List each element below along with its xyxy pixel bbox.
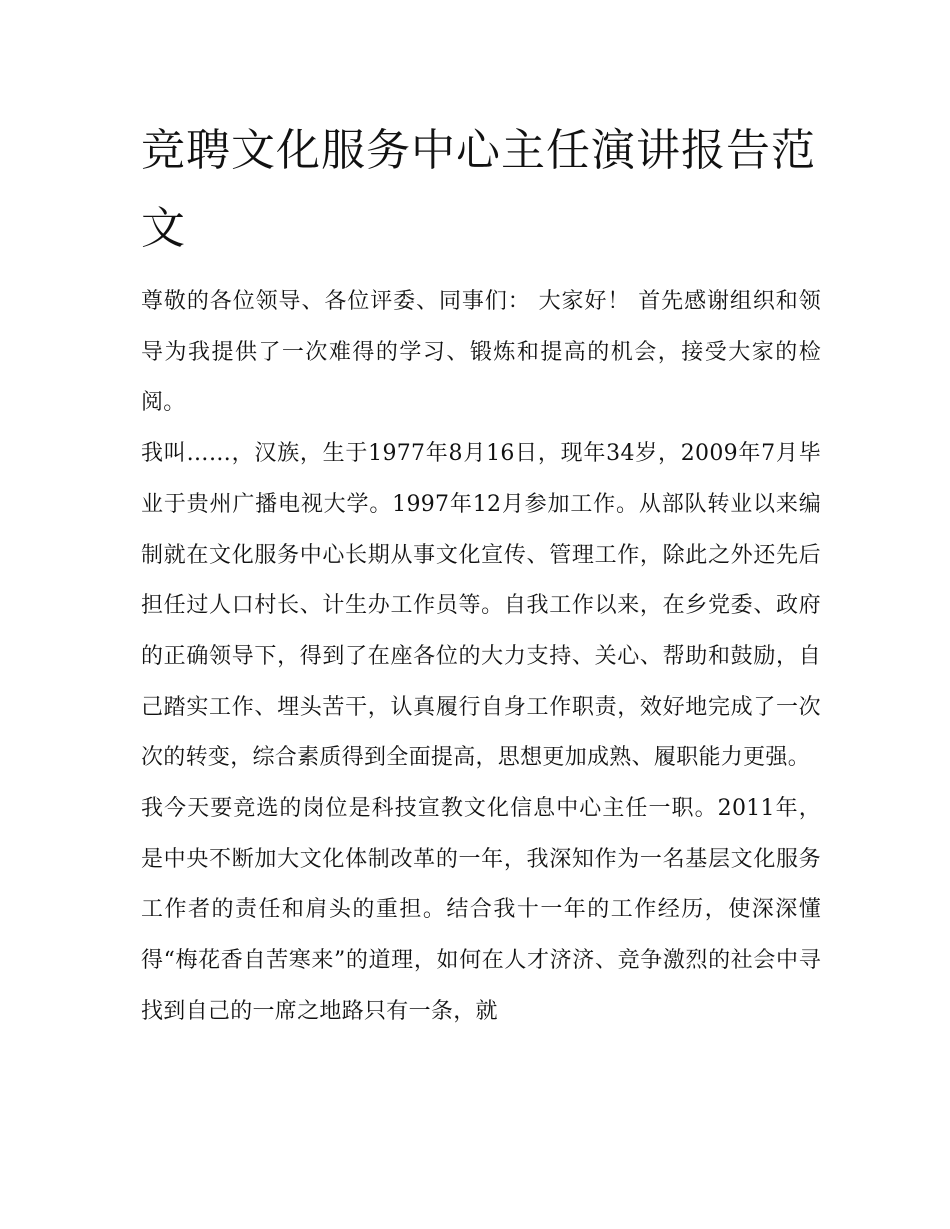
paragraph-self-introduction: 我叫……，汉族，生于1977年8月16日，现年34岁，2009年7月毕业于贵州广播电视大学。1997年12月参加工作。从部队转业以来编制就在文化服务中心长期从事文化宣传、管理工作，除此之外还先后担任过人口村长、计生办工作员等。自我工作以来，在乡党委、政府的正确领导下，得到了在座各位的大力支持、关心、帮助和鼓励，自己踏实工作、埋头苦干，认真履行自身工作职责，效好地完成了一次次的转变，综合素质得到全面提高，思想更加成熟、履职能力更强。 <box>141 441 821 771</box>
paragraph-greeting: 尊敬的各位领导、各位评委、同事们： 大家好！ 首先感谢组织和领导为我提供了一次难得的学习、锻炼和提高的机会，接受大家的检阅。 <box>141 289 821 416</box>
page-title: 竞聘文化服务中心主任演讲报告范文 <box>141 125 816 254</box>
document-body <box>141 277 821 1038</box>
paragraph-position: 我今天要竞选的岗位是科技宣教文化信息中心主任一职。2011年，是中央不断加大文化体制改革的一年，我深知作为一名基层文化服务工作者的责任和肩头的重担。结合我十一年的工作经历，使深深懂得“梅花香自苦寒来”的道理，如何在人才济济、竞争激烈的社会中寻找到自己的一席之地路只有一条，就 <box>141 796 821 1024</box>
